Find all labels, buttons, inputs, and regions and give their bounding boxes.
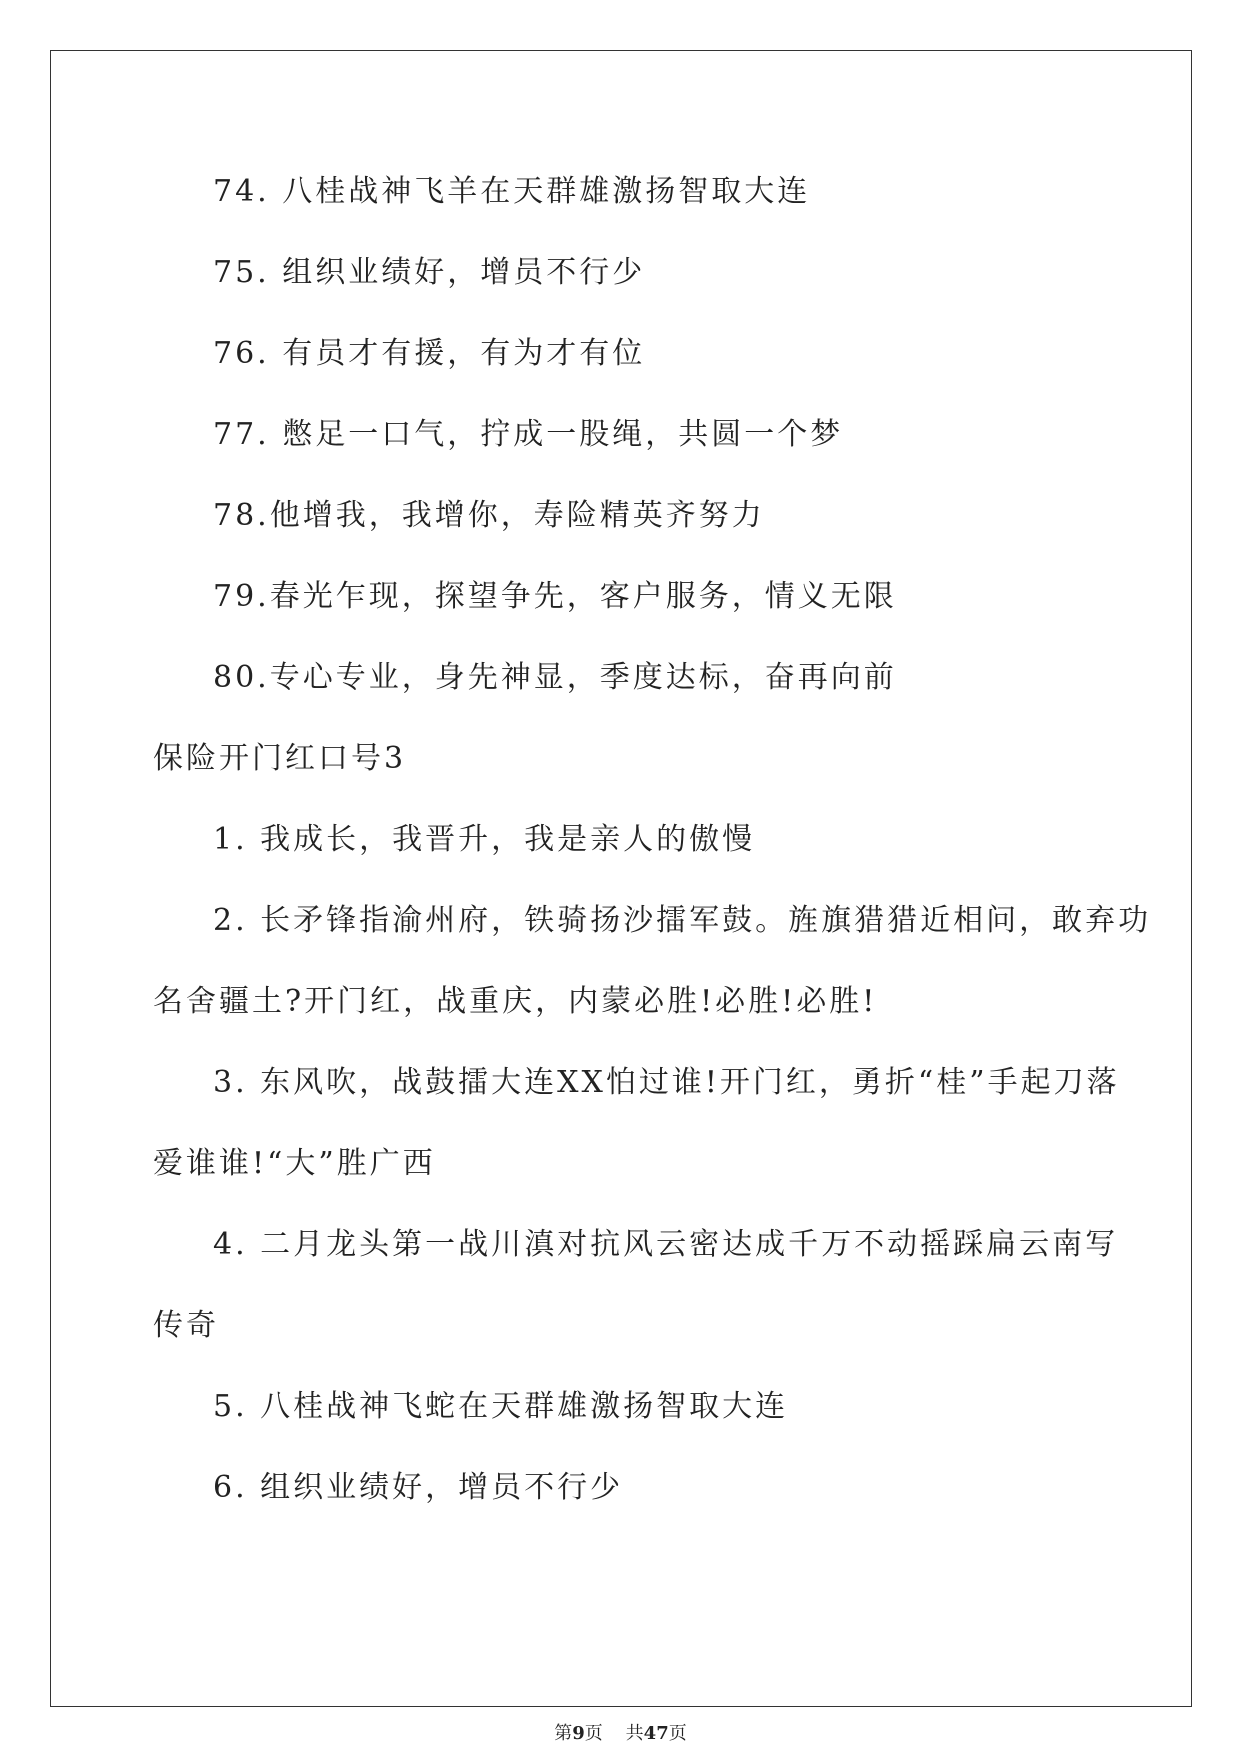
- list-item: 5. 八桂战神飞蛇在天群雄激扬智取大连: [213, 1389, 789, 1424]
- list-item: 1. 我成长，我晋升，我是亲人的傲慢: [213, 822, 756, 857]
- list-item: 75. 组织业绩好，增员不行少: [213, 255, 646, 290]
- footer-middle: 页 共: [584, 1723, 644, 1744]
- list-item: 76. 有员才有援，有为才有位: [213, 336, 646, 371]
- page-footer: [0, 1722, 1241, 1746]
- page-number: 9: [572, 1723, 585, 1744]
- list-item: 79.春光乍现，探望争先，客户服务，情义无限: [213, 579, 897, 614]
- list-item: 74. 八桂战神飞羊在天群雄激扬智取大连: [213, 174, 811, 209]
- page-border: [50, 50, 1192, 1707]
- list-item-continuation: 传奇: [153, 1308, 219, 1343]
- list-item: 3. 东风吹，战鼓擂大连XX怕过谁!开门红，勇折“桂”手起刀落: [213, 1065, 1120, 1100]
- list-item: 4. 二月龙头第一战川滇对抗风云密达成千万不动摇踩扁云南写: [213, 1227, 1119, 1262]
- footer-prefix: 第: [554, 1723, 573, 1744]
- list-item: 78.他增我，我增你，寿险精英齐努力: [213, 498, 765, 533]
- list-item-continuation: 爱谁谁!“大”胜广西: [153, 1146, 436, 1181]
- list-item: 80.专心专业，身先神显，季度达标，奋再向前: [213, 660, 897, 695]
- list-item: 6. 组织业绩好，增员不行少: [213, 1470, 624, 1505]
- list-item: 2. 长矛锋指渝州府，铁骑扬沙擂军鼓。旌旗猎猎近相问，敢弃功: [213, 903, 1152, 938]
- total-pages: 47: [643, 1723, 669, 1744]
- list-item: 77. 憋足一口气，拧成一股绳，共圆一个梦: [213, 417, 844, 452]
- footer-suffix: 页: [668, 1723, 687, 1744]
- list-item-continuation: 名舍疆土?开门红，战重庆，内蒙必胜!必胜!必胜!: [153, 984, 878, 1019]
- section-heading: 保险开门红口号3: [153, 741, 407, 776]
